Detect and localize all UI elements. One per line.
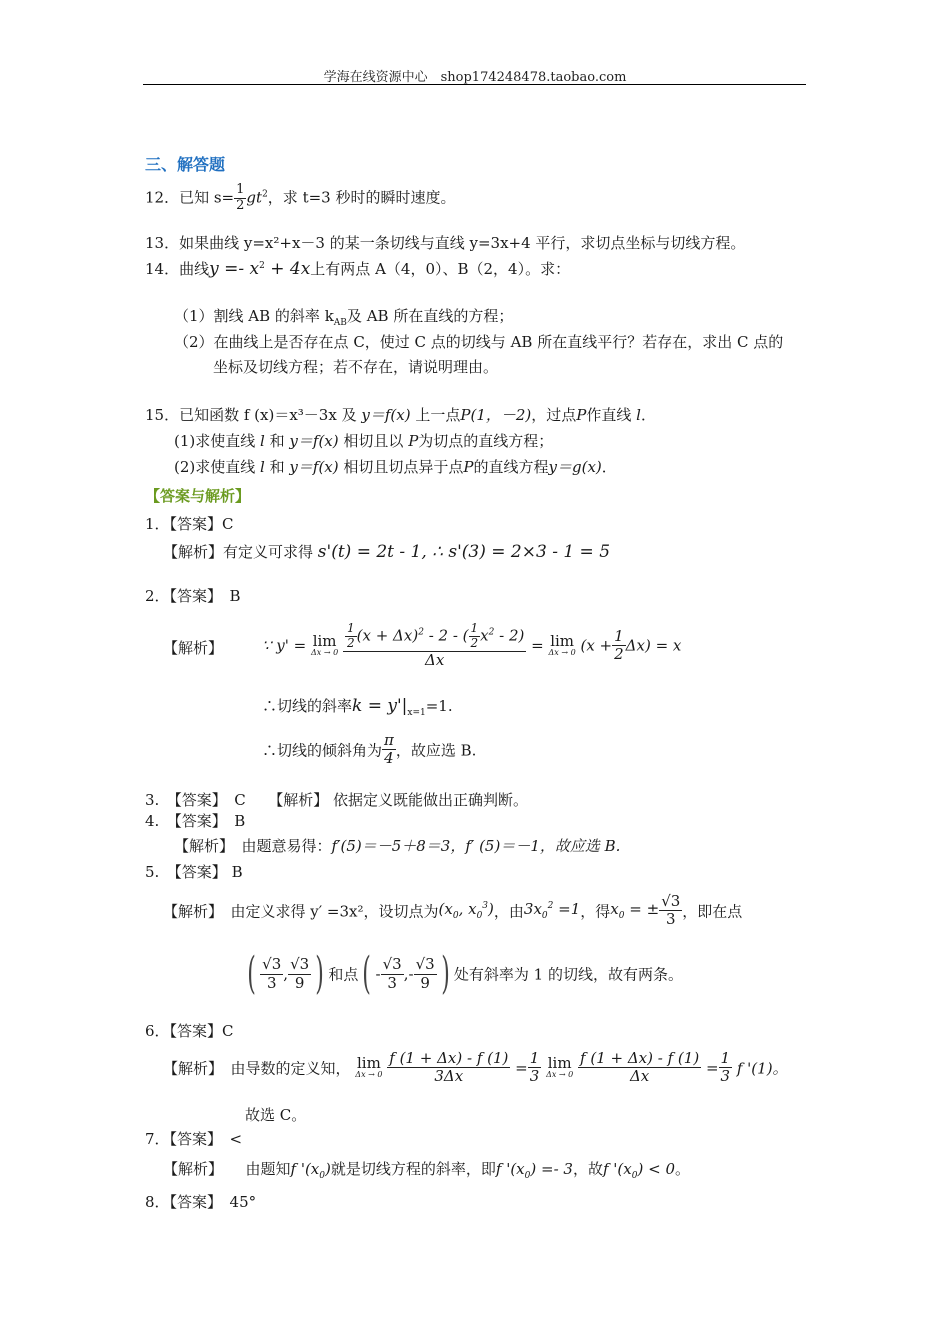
question-15-part-2: (2)求使直线 l 和 y＝f(x) 相切且切点异于点P的直线方程y＝g(x)． (174, 458, 617, 476)
shop-url: shop174248478.taobao.com (440, 70, 627, 85)
page-header (0, 66, 950, 85)
shop-name: 学海在线资源中心 (323, 70, 428, 85)
limit: lim Δx → 0 (548, 631, 576, 657)
answer-4-explanation: 【解析】 由题意易得：f′(5)＝－5＋8＝3，f′ (5)＝－1，故应选 B. (174, 837, 621, 855)
section-title: 三、解答题 (145, 155, 226, 174)
answer-2-label: 2．【答案】 B (145, 587, 241, 605)
answer-2-formula: ∵ y' = lim Δx → 0 $\frac{1}{2}$ $(x + \Delta x)^2 - 2$ - ( $\frac{1}{2}$ $x^2 - 2$) Δx = lim Δx → 0 (x + $\frac{1}{2}$ Δx) = x (262, 621, 682, 669)
question-15: 15．已知函数 f (x)＝x³－3x 及 y＝f(x) 上一点P(1，－2)，过点P作直线 l． (145, 406, 656, 424)
answer-3: 3. 【答案】 C 【解析】 依据定义既能做出正确判断。 (145, 791, 529, 809)
question-14: 14．曲线$y =- x^2 + 4x$上有两点 A（4，0）、B（2，4）。求： (145, 259, 571, 279)
question-13: 13．如果曲线 y=x²+x－3 的某一条切线与直线 y=3x+4 平行，求切点坐标与切线方程。 (145, 234, 746, 252)
fraction: $\frac{1}{2}$ (236, 182, 245, 213)
question-12: 12．已知 s= $\frac{1}{2}$ $gt^2$，求 t=3 秒时的瞬时速度。 (145, 182, 456, 213)
question-14-part-2: （2）在曲线上是否存在点 C，使过 C 点的切线与 AB 所在直线平行？若存在，求出 C 点的 (174, 333, 784, 351)
answer-5-points: ( $\frac{√3}{3}$ , $\frac{√3}{9}$ ) 和点( - $\frac{√3}{3}$ ,- $\frac{√3}{9}$ ) 处有斜率为 1 的切线，故有两条。 (247, 948, 683, 999)
question-15-part-1: (1)求使直线 l 和 y＝f(x) 相切且以 P为切点的直线方程； (174, 432, 554, 450)
limit: lim Δx → 0 (311, 631, 339, 657)
answer-2-angle: ∴切线的倾斜角为 $\frac{\pi}{4}$ ，故应选 B. (262, 731, 477, 768)
answer-6-choice: 故选 C。 (245, 1106, 307, 1124)
answer-8-label: 8．【答案】 45° (145, 1193, 257, 1211)
limit: lim Δx → 0 (546, 1054, 574, 1080)
answer-1-explanation: 【解析】有定义可求得 s'(t) = 2t - 1, ∴ s'(3) = 2×3 - 1 = 5 (163, 542, 611, 562)
header-divider (143, 84, 806, 85)
question-14-part-2-cont: 坐标及切线方程；若不存在，请说明理由。 (213, 358, 499, 376)
answer-6-label: 6．【答案】C (145, 1022, 234, 1040)
answer-7-explanation: 【解析】 由题知f '$(x_0)$就是切线方程的斜率，即f '$(x_0) =- 3$，故f '$(x_0) < 0$。 (163, 1160, 690, 1181)
limit: lim Δx → 0 (355, 1054, 383, 1080)
question-14-part-1: （1）割线 AB 的斜率 $k_{AB}$及 AB 所在直线的方程； (174, 307, 514, 328)
pi-over-4: $\frac{\pi}{4}$ (384, 731, 394, 768)
answer-5-explanation: 【解析】 由定义求得 y′ =3x²，设切点为($x_0$, $x_0^3$)，由$3x_0^2 =1$，得$x_0$ = ± $\frac{√3}{3}$ ，即在点 (163, 892, 743, 929)
answer-2-expl-label: 【解析】 (163, 639, 224, 657)
difference-quotient: $\frac{1}{2}$ $(x + \Delta x)^2 - 2$ - ( $\frac{1}{2}$ $x^2 - 2$) Δx (343, 622, 526, 669)
answer-6-explanation: 【解析】 由导数的定义知， lim Δx → 0 $\frac{f (1 + \Delta x) - f (1)}{3\Delta x}$ = $\frac{1}{3}$ lim Δx → 0 $\frac{f (1 + \Delta x) - f (1)}{\Delta x}$ = $\frac{1}{3}$ f '(1)。 (163, 1049, 788, 1086)
answers-title: 【答案与解析】 (145, 487, 251, 505)
answer-7-label: 7．【答案】 < (145, 1130, 243, 1148)
answer-4-label: 4. 【答案】 B (145, 812, 246, 830)
answer-1-label: 1．【答案】C (145, 515, 234, 533)
answer-2-slope: ∴切线的斜率$k = y'|_{x=1}=1$. (262, 696, 453, 718)
answer-5-label: 5. 【答案】 B (145, 863, 243, 881)
